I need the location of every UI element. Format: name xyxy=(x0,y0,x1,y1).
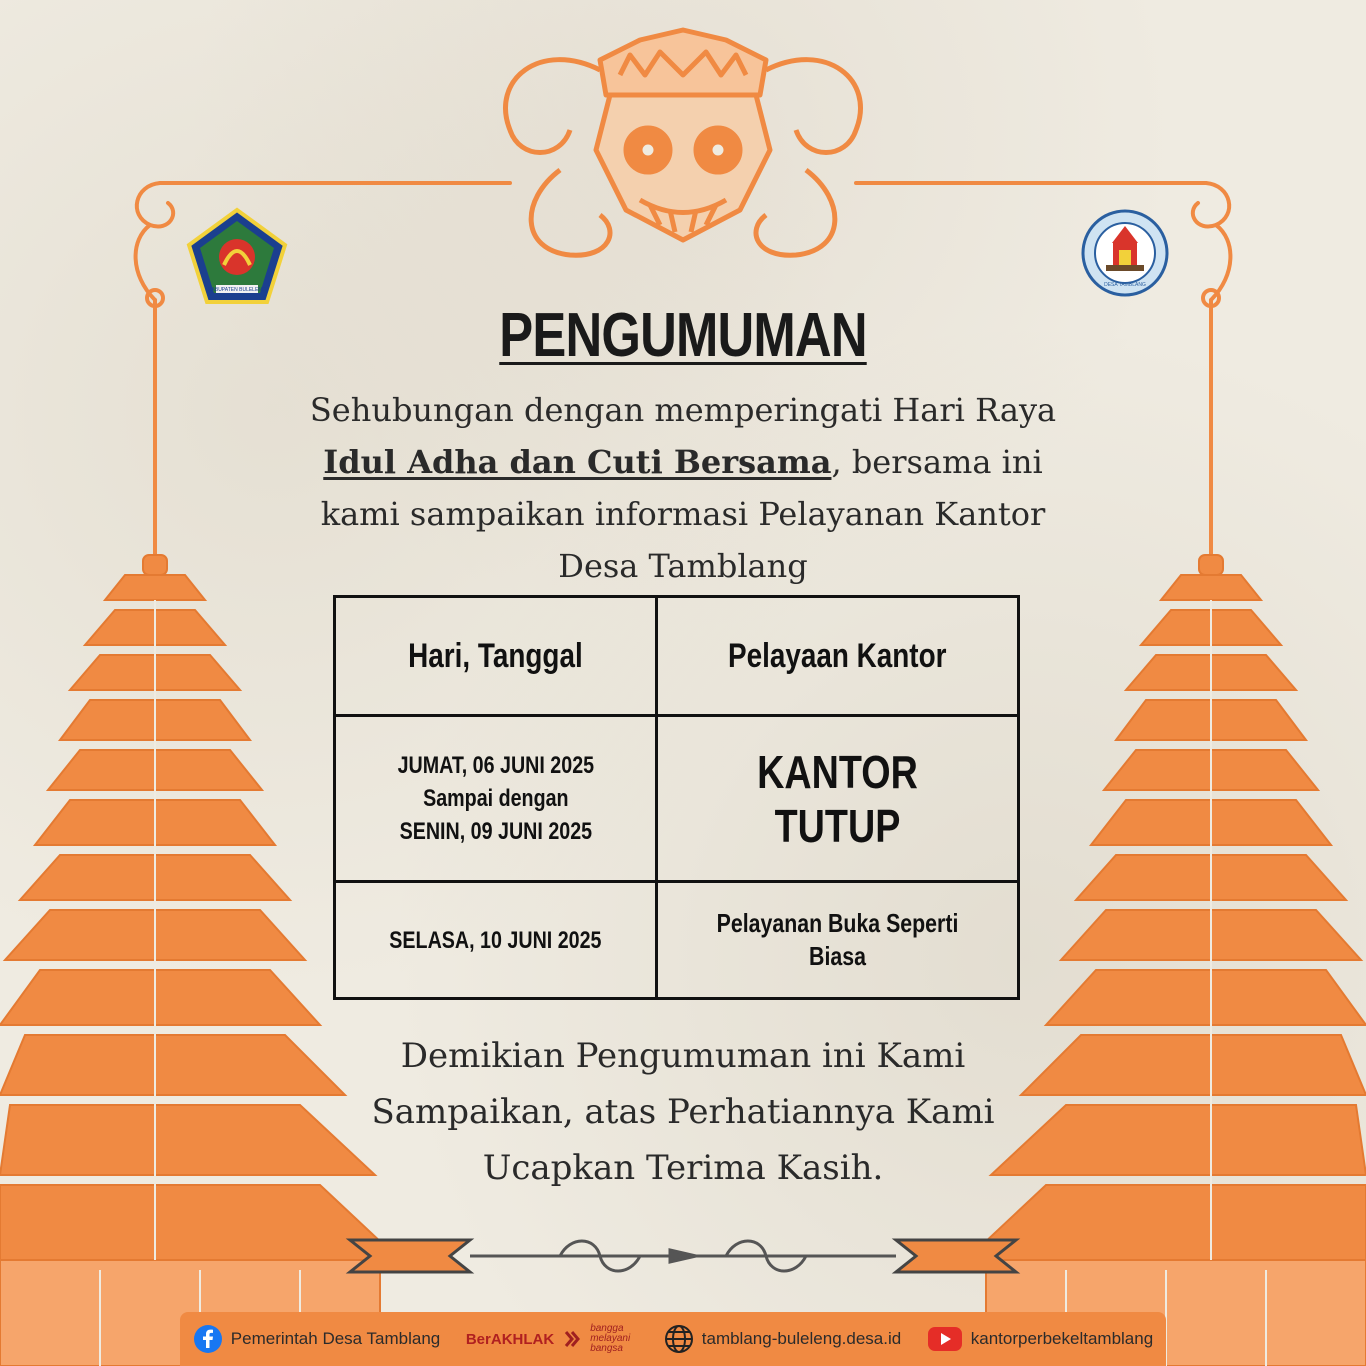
buleleng-logo xyxy=(186,207,288,305)
header-date: Hari, Tanggal xyxy=(408,636,583,675)
bangga-label: bangga melayani bangsa xyxy=(590,1323,631,1354)
intro-paragraph xyxy=(290,384,1076,592)
facebook-icon xyxy=(193,1324,223,1354)
row1-date-line-2: Sampai dengan xyxy=(422,785,569,812)
row2-date-cell xyxy=(335,882,657,999)
header-service-cell xyxy=(657,597,1019,716)
arrow-divider xyxy=(350,1240,1016,1272)
berakhlak-logo xyxy=(466,1331,554,1348)
pagoda-meru-right xyxy=(966,555,1366,1366)
schedule-table xyxy=(333,595,1020,1000)
left-logo-text: KABUPATEN BULELENG xyxy=(208,287,266,293)
right-logo-text: DESA TAMBLANG xyxy=(1104,282,1146,288)
row2-date: SELASA, 10 JUNI 2025 xyxy=(389,926,602,954)
youtube-label: kantorperbekeltamblang xyxy=(970,1329,1154,1348)
tamblang-logo xyxy=(1080,208,1170,298)
row1-service: KANTOR TUTUP xyxy=(757,745,918,852)
closing-paragraph: Demikian Pengumuman ini Kami Sampaikan, atas Perhatiannya Kami Ucapkan Terima Kasih. xyxy=(371,1036,995,1188)
intro-emphasis: Idul Adha dan Cuti Bersama xyxy=(323,443,832,481)
barong-mask-ornament xyxy=(506,30,861,255)
table-row xyxy=(335,716,1019,882)
website-label: tamblang-buleleng.desa.id xyxy=(701,1329,902,1348)
intro-line-1: Sehubungan dengan memperingati Hari Raya xyxy=(309,391,1057,429)
footer-youtube[interactable] xyxy=(927,1326,1153,1352)
table-row xyxy=(335,882,1019,999)
youtube-icon xyxy=(927,1326,963,1352)
row1-date-line-3: SENIN, 09 JUNI 2025 xyxy=(399,818,592,845)
row2-service-cell xyxy=(657,882,1019,999)
row2-service: Pelayanan Buka Seperti Biasa xyxy=(716,908,959,971)
footer-berakhlak xyxy=(466,1324,638,1354)
facebook-label: Pemerintah Desa Tamblang xyxy=(230,1329,441,1348)
announcement-title: PENGUMUMAN xyxy=(499,301,867,370)
globe-icon xyxy=(664,1324,694,1354)
row1-date xyxy=(397,749,594,848)
row1-date-line-1: JUMAT, 06 JUNI 2025 xyxy=(397,752,594,779)
header-date-cell xyxy=(335,597,657,716)
footer-website[interactable] xyxy=(664,1324,901,1354)
footer-bar xyxy=(180,1312,1166,1366)
bangga-melayani-icon xyxy=(562,1328,582,1350)
intro-rest: , bersama ini kami sampaikan informasi Pelayanan Kantor Desa Tamblang xyxy=(320,443,1046,585)
berakhlak-label: BerAKHLAK xyxy=(465,1330,555,1348)
row1-service-cell xyxy=(657,716,1019,882)
table-header-row xyxy=(335,597,1019,716)
footer-facebook[interactable] xyxy=(193,1324,440,1354)
header-service: Pelayaan Kantor xyxy=(728,636,947,675)
row1-date-cell xyxy=(335,716,657,882)
